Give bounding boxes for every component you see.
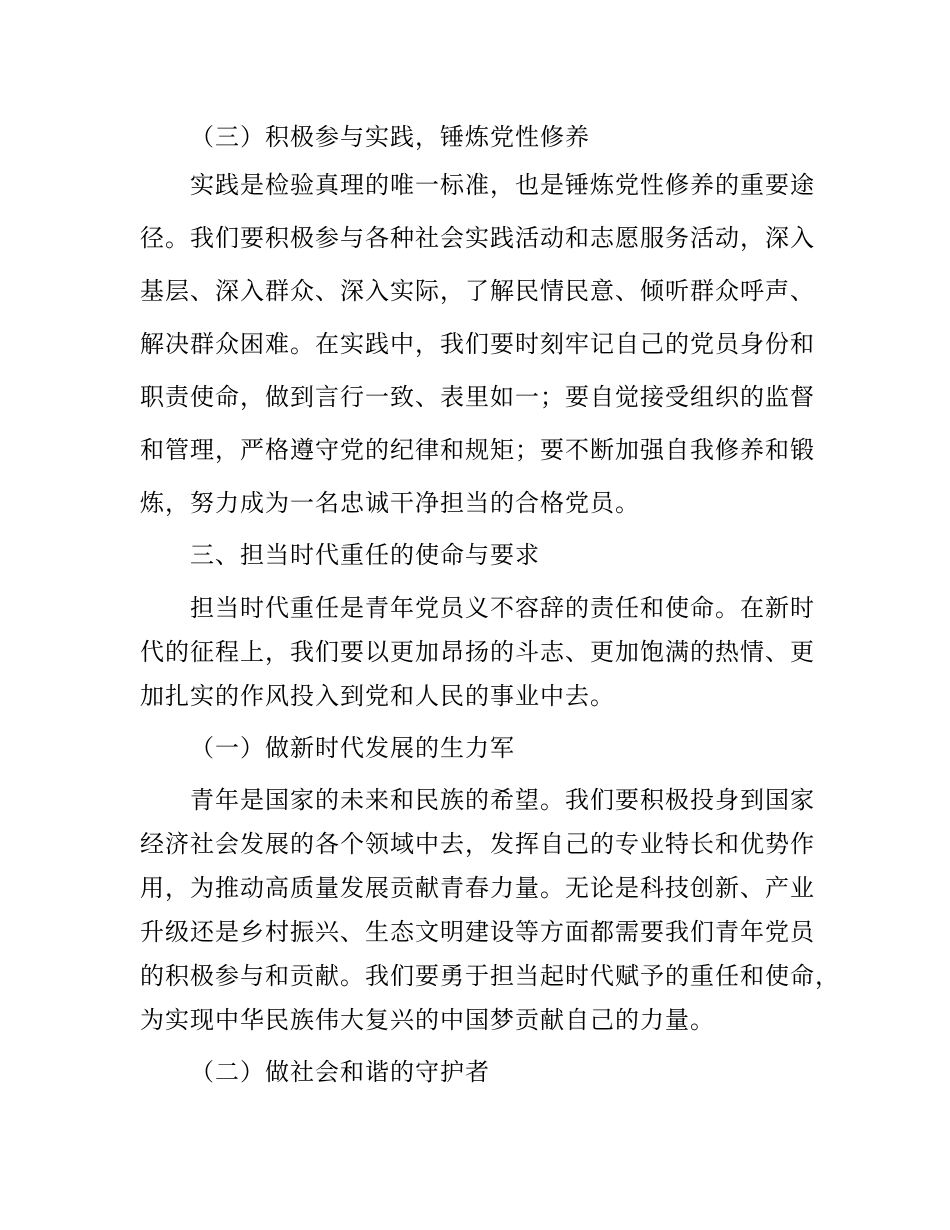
paragraph-line: 的积极参与和贡献。我们要勇于担当起时代赋予的重任和使命， [140,962,840,990]
section-heading: （三）积极参与实践，锤炼党性修养 [190,123,590,151]
section-heading: 三、担当时代重任的使命与要求 [190,541,540,569]
paragraph-line: 加扎实的作风投入到党和人民的事业中去。 [140,682,615,710]
paragraph-line: 职责使命，做到言行一致、表里如一；要自觉接受组织的监督 [140,383,815,411]
paragraph-line: 实践是检验真理的唯一标准，也是锤炼党性修养的重要途 [190,171,815,199]
paragraph-line: 代的征程上，我们要以更加昂扬的斗志、更加饱满的热情、更 [140,638,815,666]
section-heading: （一）做新时代发展的生力军 [190,734,515,762]
paragraph-line: 炼，努力成为一名忠诚干净担当的合格党员。 [140,489,640,517]
paragraph-line: 青年是国家的未来和民族的希望。我们要积极投身到国家 [190,786,815,814]
paragraph-line: 径。我们要积极参与各种社会实践活动和志愿服务活动，深入 [140,224,815,252]
paragraph-line: 解决群众困难。在实践中，我们要时刻牢记自己的党员身份和 [140,330,815,358]
paragraph-line: 和管理，严格遵守党的纪律和规矩；要不断加强自我修养和锻 [140,436,815,464]
paragraph-line: 担当时代重任是青年党员义不容辞的责任和使命。在新时 [190,594,815,622]
paragraph-line: 经济社会发展的各个领域中去，发挥自己的专业特长和优势作 [140,830,815,858]
paragraph-line: 基层、深入群众、深入实际，了解民情民意、倾听群众呼声、 [140,277,815,305]
paragraph-line: 用，为推动高质量发展贡献青春力量。无论是科技创新、产业 [140,874,815,902]
paragraph-line: 升级还是乡村振兴、生态文明建设等方面都需要我们青年党员 [140,918,815,946]
paragraph-line: 为实现中华民族伟大复兴的中国梦贡献自己的力量。 [140,1006,715,1034]
section-heading: （二）做社会和谐的守护者 [190,1058,490,1086]
